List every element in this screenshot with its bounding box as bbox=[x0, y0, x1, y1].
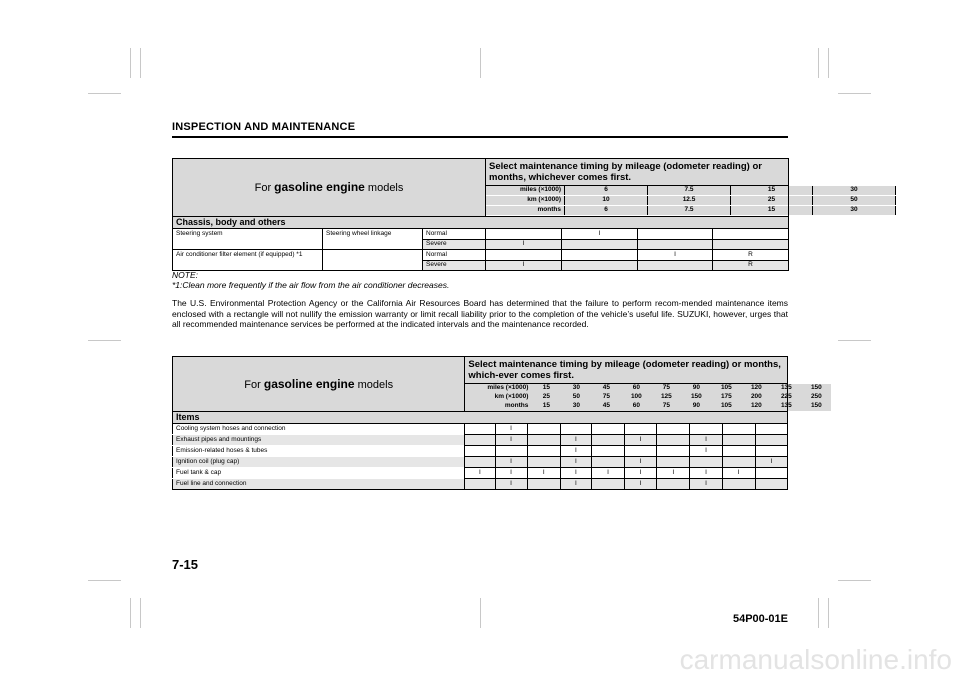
item-condition: Normal bbox=[423, 229, 486, 240]
item-mark: I bbox=[625, 457, 657, 468]
item-mark: I bbox=[495, 424, 527, 435]
table1-section-heading: Chassis, body and others bbox=[173, 217, 789, 229]
crop-mark bbox=[828, 598, 829, 628]
item-mark: I bbox=[657, 468, 690, 479]
table-row bbox=[173, 424, 788, 435]
maintenance-table-items bbox=[172, 356, 822, 490]
interval-value: 175 bbox=[720, 393, 732, 401]
interval-value: 7.5 bbox=[648, 186, 731, 196]
crop-mark bbox=[140, 598, 141, 628]
item-name: Fuel line and connection bbox=[173, 479, 465, 490]
crop-mark bbox=[818, 48, 819, 78]
note-text: *1:Clean more frequently if the air flow from the air conditioner decreases. bbox=[172, 280, 450, 290]
interval-value: 125 bbox=[660, 393, 672, 401]
item-condition: Normal bbox=[423, 250, 486, 261]
crop-mark bbox=[480, 48, 481, 78]
crop-mark bbox=[130, 48, 131, 78]
item-mark bbox=[527, 479, 560, 490]
table2-interval-header bbox=[465, 384, 822, 412]
interval-value: 150 bbox=[810, 402, 822, 410]
interval-value: 105 bbox=[720, 384, 732, 392]
crop-mark bbox=[88, 580, 121, 581]
item-mark bbox=[638, 239, 713, 250]
item-sub bbox=[323, 239, 423, 250]
item-mark: I bbox=[486, 260, 562, 271]
table-row bbox=[173, 250, 789, 261]
table1-interval-header bbox=[486, 186, 858, 217]
header-rule bbox=[172, 136, 788, 138]
crop-mark bbox=[818, 598, 819, 628]
crop-mark bbox=[140, 48, 141, 78]
interval-value: 50 bbox=[813, 196, 896, 206]
item-mark bbox=[486, 229, 562, 240]
interval-value: 75 bbox=[602, 393, 610, 401]
crop-mark bbox=[130, 598, 131, 628]
table2-select-text: Select maintenance timing by mileage (odometer reading) or months, which-ever comes first. bbox=[465, 357, 788, 384]
crop-mark bbox=[838, 580, 871, 581]
interval-value: 75 bbox=[662, 384, 670, 392]
interval-value: 135 bbox=[780, 402, 792, 410]
item-mark bbox=[625, 424, 657, 435]
item-mark: I bbox=[495, 479, 527, 490]
item-mark: I bbox=[562, 229, 638, 240]
item-mark bbox=[465, 435, 495, 446]
item-sub: Steering wheel linkage bbox=[323, 229, 423, 240]
section-title: INSPECTION AND MAINTENANCE bbox=[172, 121, 356, 133]
item-name bbox=[173, 239, 323, 250]
item-mark: I bbox=[638, 250, 713, 261]
item-mark bbox=[562, 250, 638, 261]
item-mark bbox=[657, 424, 690, 435]
item-mark bbox=[560, 424, 591, 435]
item-name: Emission-related hoses & tubes bbox=[173, 446, 465, 457]
maintenance-table-chassis bbox=[172, 158, 858, 271]
item-mark: I bbox=[625, 435, 657, 446]
interval-value: 6 bbox=[565, 206, 648, 216]
interval-label: km (×1000) bbox=[486, 196, 565, 206]
interval-value: 30 bbox=[572, 384, 580, 392]
item-mark: I bbox=[560, 479, 591, 490]
item-mark bbox=[690, 457, 722, 468]
interval-value: 30 bbox=[572, 402, 580, 410]
table-row bbox=[173, 457, 788, 468]
interval-value: 105 bbox=[720, 402, 732, 410]
item-mark bbox=[713, 229, 789, 240]
interval-value: 225 bbox=[780, 393, 792, 401]
item-mark bbox=[625, 446, 657, 457]
item-mark bbox=[495, 446, 527, 457]
item-mark bbox=[657, 479, 690, 490]
item-mark bbox=[638, 229, 713, 240]
item-mark: I bbox=[591, 468, 624, 479]
interval-value: 10 bbox=[565, 196, 648, 206]
interval-value: 120 bbox=[750, 402, 762, 410]
interval-value: 25 bbox=[542, 393, 550, 401]
emission-warranty-paragraph: The U.S. Environmental Protection Agency or the California Air Resources Board has determined that the failure to perform recom-mended maintenance items enclosed with a rectangle will not nullify the emission warranty or limit recall liability prior to the completion of the vehicle’s useful life. SUZUKI, however, urges that all recommended maintenance services be performed at the indicated intervals and the maintenance recorded. bbox=[172, 298, 788, 329]
interval-label: km (×1000) bbox=[494, 393, 529, 401]
table-row bbox=[173, 446, 788, 457]
item-mark bbox=[690, 424, 722, 435]
table2-section-heading: Items bbox=[173, 412, 788, 424]
item-mark: I bbox=[495, 468, 527, 479]
item-mark bbox=[722, 435, 755, 446]
interval-row bbox=[465, 384, 831, 393]
item-sub bbox=[323, 260, 423, 271]
item-mark bbox=[722, 457, 755, 468]
note-title: NOTE: bbox=[172, 270, 198, 280]
table-row bbox=[173, 435, 788, 446]
item-mark bbox=[755, 435, 787, 446]
item-mark: I bbox=[625, 468, 657, 479]
item-name: Cooling system hoses and connection bbox=[173, 424, 465, 435]
table-row bbox=[173, 239, 789, 250]
item-mark bbox=[591, 424, 624, 435]
item-condition: Severe bbox=[423, 260, 486, 271]
interval-value: 25 bbox=[731, 196, 813, 206]
item-mark bbox=[638, 260, 713, 271]
item-mark: I bbox=[690, 446, 722, 457]
item-mark bbox=[755, 468, 787, 479]
item-mark bbox=[657, 457, 690, 468]
crop-mark bbox=[88, 93, 121, 94]
item-mark: I bbox=[495, 457, 527, 468]
interval-value: 120 bbox=[750, 384, 762, 392]
item-mark: I bbox=[495, 435, 527, 446]
item-mark bbox=[755, 479, 787, 490]
interval-value: 15 bbox=[542, 402, 550, 410]
interval-value: 90 bbox=[692, 402, 700, 410]
item-mark: R bbox=[713, 250, 789, 261]
item-mark bbox=[465, 424, 495, 435]
table1-caption: For gasoline engine models bbox=[254, 180, 404, 194]
page-number: 7-15 bbox=[172, 557, 199, 572]
item-mark: I bbox=[690, 468, 722, 479]
item-mark bbox=[465, 479, 495, 490]
interval-value: 60 bbox=[632, 384, 640, 392]
interval-value: 90 bbox=[692, 384, 700, 392]
item-mark bbox=[562, 239, 638, 250]
item-mark: I bbox=[690, 479, 722, 490]
item-mark bbox=[591, 457, 624, 468]
item-mark bbox=[713, 239, 789, 250]
crop-mark bbox=[838, 93, 871, 94]
item-mark: I bbox=[465, 468, 495, 479]
item-name: Fuel tank & cap bbox=[173, 468, 465, 479]
item-mark bbox=[591, 479, 624, 490]
item-name: Exhaust pipes and mountings bbox=[173, 435, 465, 446]
interval-value: 150 bbox=[810, 384, 822, 392]
item-mark bbox=[562, 260, 638, 271]
item-mark bbox=[527, 424, 560, 435]
interval-value: 45 bbox=[602, 402, 610, 410]
interval-value: 250 bbox=[810, 393, 822, 401]
item-mark bbox=[755, 424, 787, 435]
watermark: carmanualsonline.info bbox=[679, 644, 952, 675]
item-mark bbox=[722, 424, 755, 435]
interval-value: 30 bbox=[813, 186, 896, 196]
document-code: 54P00-01E bbox=[732, 613, 788, 625]
item-mark bbox=[591, 446, 624, 457]
interval-label: months bbox=[504, 402, 529, 410]
interval-row bbox=[486, 196, 896, 206]
item-mark: I bbox=[560, 457, 591, 468]
item-mark bbox=[722, 446, 755, 457]
item-mark bbox=[527, 446, 560, 457]
item-mark: I bbox=[560, 468, 591, 479]
item-mark bbox=[465, 446, 495, 457]
table-row bbox=[173, 468, 788, 479]
crop-mark bbox=[828, 48, 829, 78]
item-mark: I bbox=[690, 435, 722, 446]
item-mark bbox=[591, 435, 624, 446]
crop-mark bbox=[838, 340, 871, 341]
interval-value: 150 bbox=[690, 393, 702, 401]
table-row bbox=[173, 479, 788, 490]
interval-value: 45 bbox=[602, 384, 610, 392]
item-mark bbox=[527, 435, 560, 446]
interval-row bbox=[465, 393, 831, 402]
interval-value: 75 bbox=[662, 402, 670, 410]
interval-row bbox=[486, 186, 896, 196]
item-mark: I bbox=[527, 468, 560, 479]
note bbox=[172, 270, 449, 290]
item-condition: Severe bbox=[423, 239, 486, 250]
interval-value: 15 bbox=[542, 384, 550, 392]
item-mark bbox=[722, 479, 755, 490]
interval-value: 200 bbox=[750, 393, 762, 401]
interval-value: 30 bbox=[813, 206, 896, 216]
interval-label: miles (×1000) bbox=[487, 384, 529, 392]
interval-value: 50 bbox=[572, 393, 580, 401]
interval-value: 135 bbox=[780, 384, 792, 392]
item-mark bbox=[486, 250, 562, 261]
item-mark: I bbox=[486, 239, 562, 250]
item-mark: R bbox=[713, 260, 789, 271]
interval-value: 100 bbox=[630, 393, 642, 401]
item-name: Ignition coil (plug cap) bbox=[173, 457, 465, 468]
crop-mark bbox=[480, 598, 481, 628]
interval-value: 15 bbox=[731, 206, 813, 216]
item-mark: I bbox=[560, 435, 591, 446]
table1-select-text: Select maintenance timing by mileage (odometer reading) or months, whichever comes first. bbox=[486, 159, 789, 186]
item-mark bbox=[527, 457, 560, 468]
interval-value: 12.5 bbox=[648, 196, 731, 206]
table-row bbox=[173, 260, 789, 271]
item-sub bbox=[323, 250, 423, 261]
interval-value: 60 bbox=[632, 402, 640, 410]
interval-value: 7.5 bbox=[648, 206, 731, 216]
table2-caption: For gasoline engine models bbox=[244, 376, 394, 391]
item-mark bbox=[657, 446, 690, 457]
interval-row bbox=[486, 206, 896, 216]
item-name: Steering system bbox=[173, 229, 323, 240]
item-mark: I bbox=[560, 446, 591, 457]
interval-label: miles (×1000) bbox=[486, 186, 565, 196]
item-mark bbox=[755, 446, 787, 457]
interval-label: months bbox=[486, 206, 565, 216]
table-row bbox=[173, 229, 789, 240]
item-name: Air conditioner filter element (if equipped) *1 bbox=[173, 250, 323, 261]
item-mark: I bbox=[722, 468, 755, 479]
interval-value: 6 bbox=[565, 186, 648, 196]
item-mark bbox=[465, 457, 495, 468]
item-mark: I bbox=[755, 457, 787, 468]
item-mark: I bbox=[625, 479, 657, 490]
item-mark bbox=[657, 435, 690, 446]
item-name bbox=[173, 260, 323, 271]
crop-mark bbox=[88, 340, 121, 341]
interval-value: 15 bbox=[731, 186, 813, 196]
interval-row bbox=[465, 402, 831, 411]
